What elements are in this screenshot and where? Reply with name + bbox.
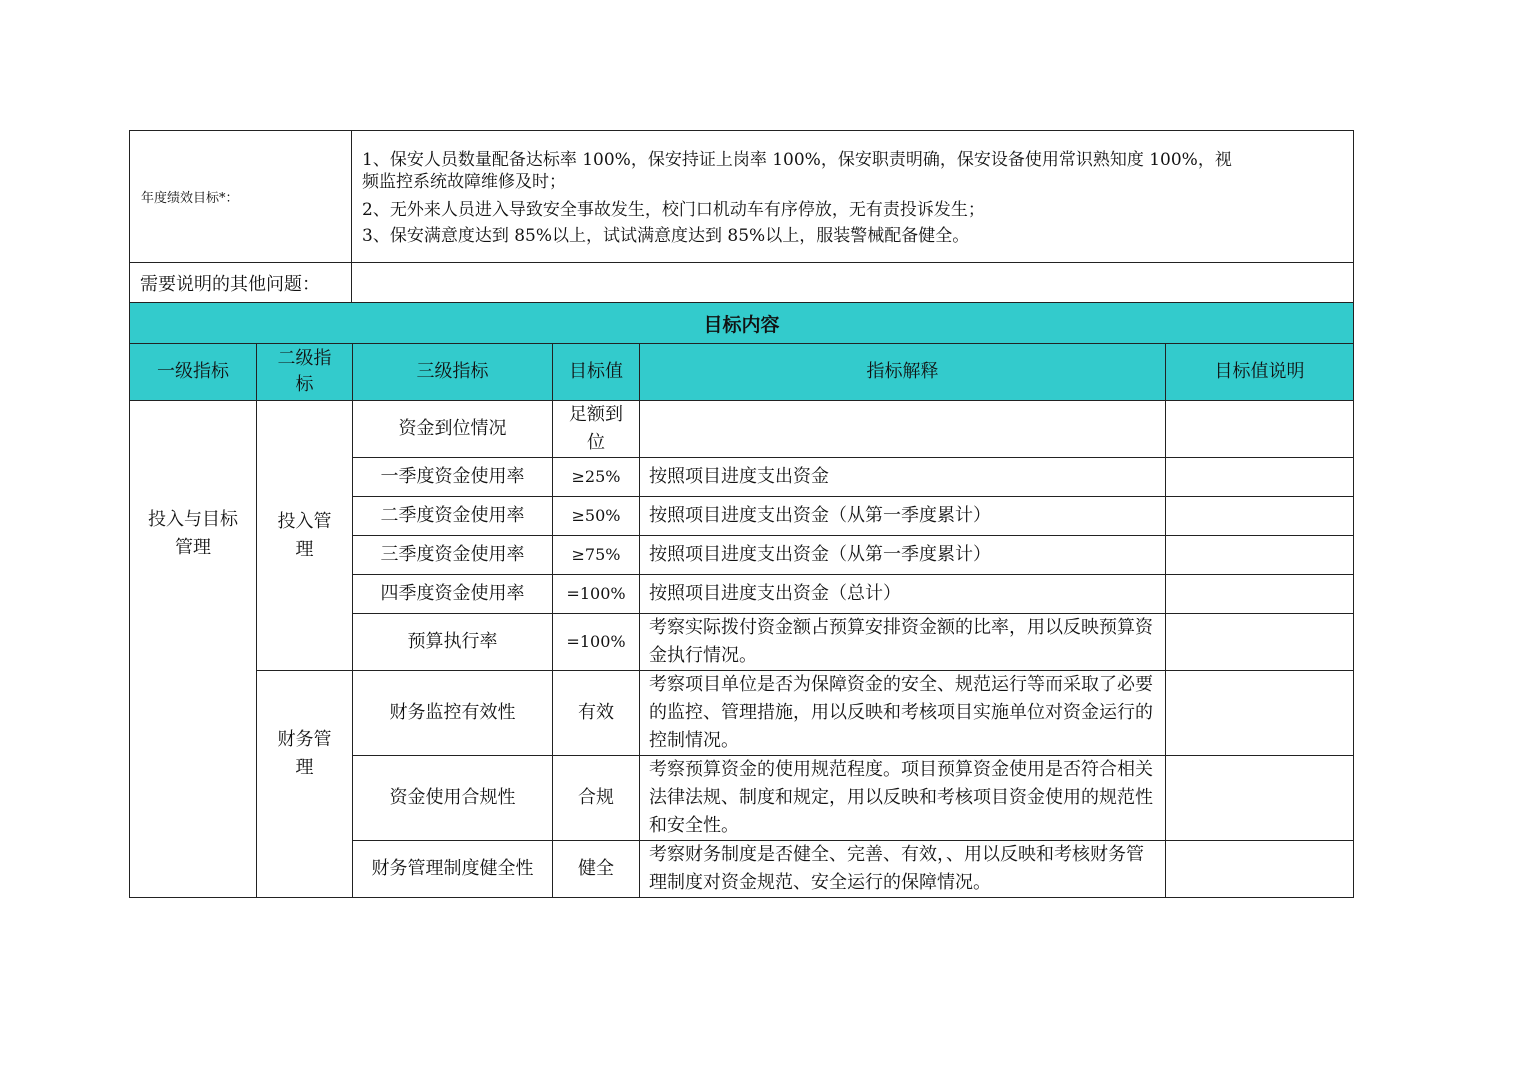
- explanation-cell: 按照项目进度支出资金: [640, 458, 1166, 497]
- level3-cell: 财务监控有效性: [353, 671, 553, 756]
- explanation-cell: 考察财务制度是否健全、完善、有效，、用以反映和考核财务管理制度对资金规范、安全运行的保障情况。: [640, 841, 1166, 898]
- level3-cell: 资金使用合规性: [353, 756, 553, 841]
- explanation-cell: 考察实际拨付资金额占预算安排资金额的比率，用以反映预算资金执行情况。: [640, 614, 1166, 671]
- goal-item-3: 3、保安满意度达到 85%以上，试试满意度达到 85%以上，服装警械配备健全。: [362, 225, 970, 246]
- target-note-cell: [1166, 575, 1354, 614]
- target-cell: =100%: [553, 575, 640, 614]
- target-cell: 健全: [553, 841, 640, 898]
- table-row: [130, 671, 1354, 756]
- level3-cell: 预算执行率: [353, 614, 553, 671]
- target-note-cell: [1166, 497, 1354, 536]
- level3-cell: 资金到位情况: [353, 401, 553, 458]
- explanation-cell: 考察项目单位是否为保障资金的安全、规范运行等而采取了必要的监控、管理措施，用以反映和考核项目实施单位对资金运行的控制情况。: [640, 671, 1166, 756]
- section-title: 目标内容: [130, 303, 1354, 344]
- target-cell: =100%: [553, 614, 640, 671]
- target-note-cell: [1166, 671, 1354, 756]
- target-note-cell: [1166, 458, 1354, 497]
- header-level2: 二级指标: [257, 344, 353, 401]
- annual-goal-content: [352, 131, 1354, 263]
- goal-item-1: 1、保安人员数量配备达标率 100%，保安持证上岗率 100%，保安职责明确，保安设备使用常识熟知度 100%，视频监控系统故障维修及时；: [362, 149, 1232, 192]
- target-cell: ≥25%: [553, 458, 640, 497]
- target-cell: 合规: [553, 756, 640, 841]
- explanation-cell: 按照项目进度支出资金（从第一季度累计）: [640, 497, 1166, 536]
- annual-goals-table: [129, 130, 1354, 303]
- header-level3: 三级指标: [353, 344, 553, 401]
- other-issues-row: [130, 263, 1354, 303]
- header-level1: 一级指标: [130, 344, 257, 401]
- level2-cell-finance: 财务管理: [257, 671, 353, 898]
- other-issues-value: [352, 263, 1354, 303]
- goal-item-2: 2、无外来人员进入导致安全事故发生，校门口机动车有序停放，无有责投诉发生；: [362, 199, 985, 220]
- level3-cell: 财务管理制度健全性: [353, 841, 553, 898]
- annual-goal-label: 年度绩效目标*：: [130, 131, 352, 263]
- explanation-cell: 按照项目进度支出资金（从第一季度累计）: [640, 536, 1166, 575]
- level2-cell-input: 投入管理: [257, 401, 353, 671]
- target-note-cell: [1166, 401, 1354, 458]
- level3-cell: 二季度资金使用率: [353, 497, 553, 536]
- target-cell: ≥75%: [553, 536, 640, 575]
- level3-cell: 一季度资金使用率: [353, 458, 553, 497]
- level3-cell: 三季度资金使用率: [353, 536, 553, 575]
- header-row: [130, 344, 1354, 401]
- other-issues-label: 需要说明的其他问题：: [130, 263, 352, 303]
- target-note-cell: [1166, 841, 1354, 898]
- target-content-table: [129, 302, 1354, 898]
- header-target-note: 目标值说明: [1166, 344, 1354, 401]
- annual-goal-row: [130, 131, 1354, 263]
- header-target: 目标值: [553, 344, 640, 401]
- table-row: [130, 401, 1354, 458]
- target-note-cell: [1166, 536, 1354, 575]
- target-cell: 有效: [553, 671, 640, 756]
- explanation-cell: [640, 401, 1166, 458]
- section-banner-row: [130, 303, 1354, 344]
- target-cell: 足额到位: [553, 401, 640, 458]
- target-note-cell: [1166, 614, 1354, 671]
- explanation-cell: 按照项目进度支出资金（总计）: [640, 575, 1166, 614]
- target-note-cell: [1166, 756, 1354, 841]
- level1-cell: 投入与目标管理: [130, 401, 257, 898]
- target-cell: ≥50%: [553, 497, 640, 536]
- explanation-cell: 考察预算资金的使用规范程度。项目预算资金使用是否符合相关法律法规、制度和规定，用以反映和考核项目资金使用的规范性和安全性。: [640, 756, 1166, 841]
- level3-cell: 四季度资金使用率: [353, 575, 553, 614]
- header-explanation: 指标解释: [640, 344, 1166, 401]
